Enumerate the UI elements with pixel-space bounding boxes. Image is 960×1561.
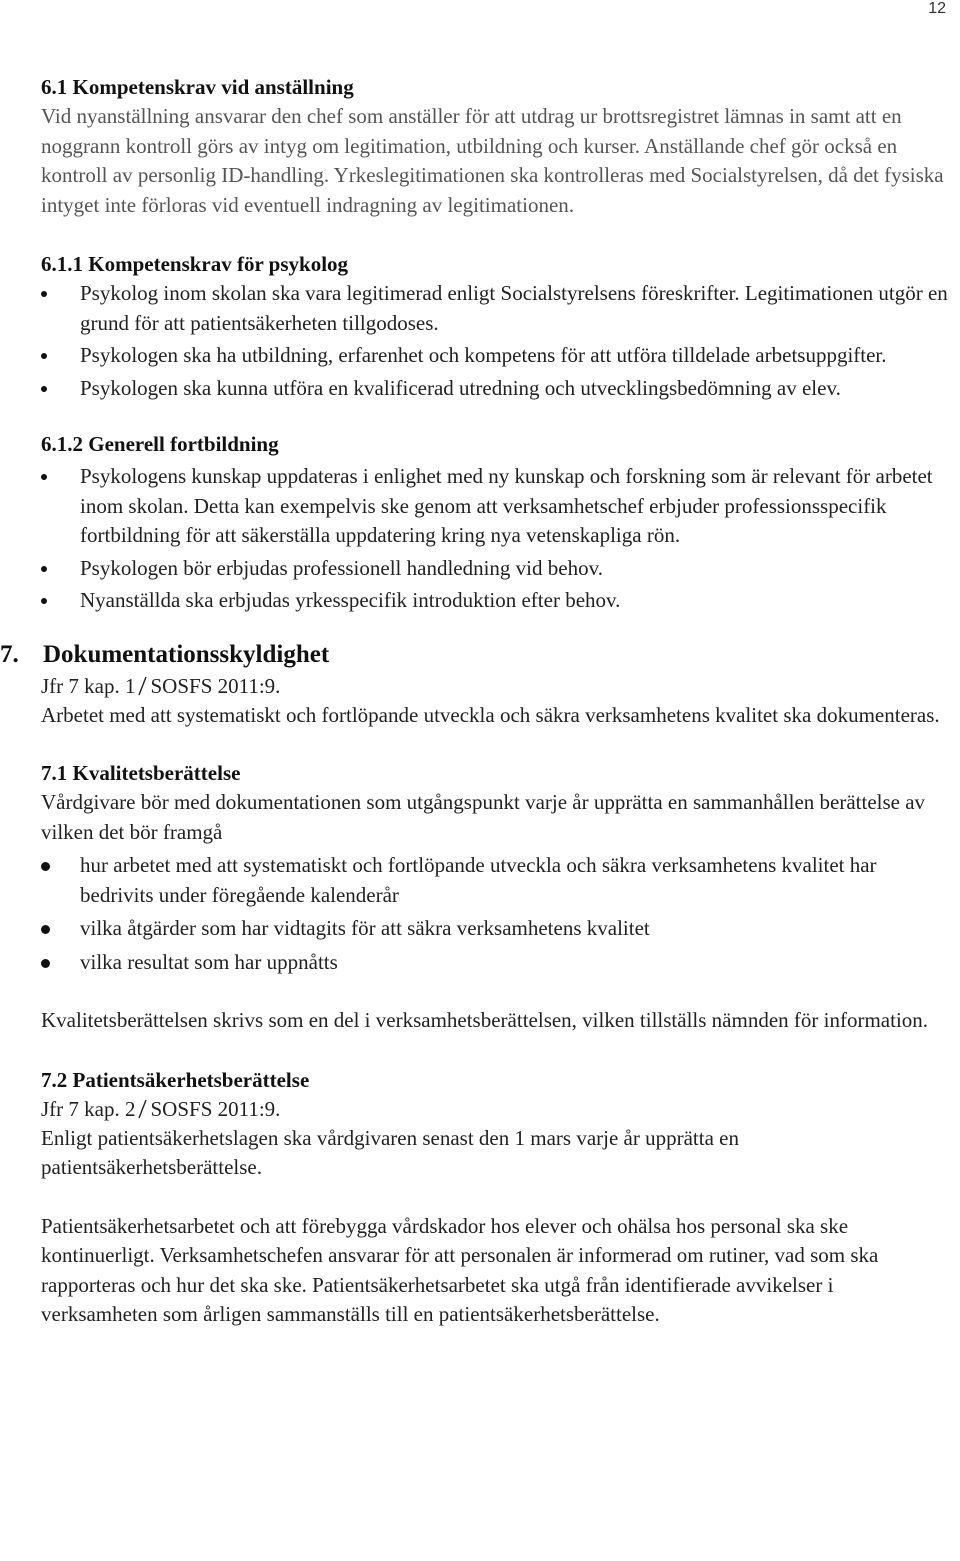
bullet-icon: [41, 353, 47, 359]
section-7-2-paragraph-2: Patientsäkerhetsarbetet och att förebygga vårdskador hos elever och ohälsa hos personal ska ske kontinuerligt. Verksamhetschefen ansvarar för att personalen är informerad om rutiner, vad som ska rapporteras och hur det ska ske. Patientsäkerhetsarbetet ska utgå från identifierade avvikelser i verksamheten som årligen sammanställs till en patientsäkerhetsberättelse.: [41, 1213, 879, 1326]
section-6-1-2-list: [41, 462, 953, 616]
list-item: Psykologen bör erbjudas professionell handledning vid behov.: [41, 554, 953, 584]
section-6-1-heading: 6.1 Kompetenskrav vid anställning: [41, 75, 354, 99]
section-7-1-intro: Vårdgivare bör med dokumentationen som utgångspunkt varje år upprätta en sammanhållen berättelse av vilken det bör framgå: [41, 790, 926, 844]
section-7-2-heading: 7.2 Patientsäkerhetsberättelse: [41, 1067, 310, 1092]
bullet-icon: [41, 474, 47, 480]
bullet-icon: [41, 566, 47, 572]
section-6-1-paragraph: Vid nyanställning ansvarar den chef som anställer för att utdrag ur brottsregistret lämnas in samt att en noggrann kontroll görs av intyg om legitimation, utbildning och kurser. Anställande chef gör också en kontroll av personlig ID-handling. Yrkeslegitimationen ska kontrolleras med Socialstyrelsen, då det fysiska intyget inte förloras vid eventuell indragning av legitimationen.: [41, 104, 944, 217]
list-item: Psykologen ska kunna utföra en kvalificerad utredning och utvecklingsbedömning av elev.: [41, 374, 953, 404]
section-7-2-paragraph-1: Enligt patientsäkerhetslagen ska vårdgivaren senast den 1 mars varje år upprätta en patientsäkerhetsberättelse.: [41, 1125, 739, 1179]
list-item: Psykologen ska ha utbildning, erfarenhet och kompetens för att utföra tilldelade arbetsuppgifter.: [41, 341, 953, 371]
list-item: Psykologens kunskap uppdateras i enlighet med ny kunskap och forskning som är relevant för arbetet inom skolan. Detta kan exempelvis ske genom att verksamhetschef erbjuder professionsspecifik fortbildning för att säkerställa uppdatering kring nya vetenskapliga rön.: [41, 462, 953, 551]
section-6-1-1-heading: 6.1.1 Kompetenskrav för psykolog: [41, 252, 349, 276]
section-sign-icon: [138, 1099, 147, 1119]
section-7-heading: [0, 638, 953, 672]
list-item: vilka åtgärder som har vidtagits för att säkra verksamhetens kvalitet: [41, 914, 953, 944]
section-7-title: Dokumentationsskyldighet: [43, 640, 330, 668]
section-7-reference: Jfr 7 kap. 1 SOSFS 2011:9.: [41, 673, 281, 698]
bullet-icon: [41, 959, 50, 968]
page-number: 12: [928, 0, 946, 17]
section-7-paragraph: Arbetet med att systematiskt och fortlöpande utveckla och säkra verksamhetens kvalitet ska dokumenteras.: [41, 702, 940, 727]
section-7-number: 7.: [0, 640, 19, 668]
bullet-icon: [41, 925, 50, 934]
section-sign-icon: [138, 676, 147, 696]
section-7-2-reference: Jfr 7 kap. 2 SOSFS 2011:9.: [41, 1096, 281, 1121]
section-7-1-heading: 7.1 Kvalitetsberättelse: [41, 761, 241, 785]
bullet-icon: [41, 598, 47, 604]
bullet-icon: [41, 862, 50, 871]
document-body: [0, 72, 953, 1330]
section-6-1-1-list: [41, 279, 953, 403]
section-6-1-2-heading: 6.1.2 Generell fortbildning: [41, 432, 279, 456]
section-7-1-outro: Kvalitetsberättelsen skrivs som en del i verksamhetsberättelsen, vilken tillställs nämnden för information.: [41, 1008, 929, 1032]
bullet-icon: [41, 386, 47, 392]
list-item: hur arbetet med att systematiskt och fortlöpande utveckla och säkra verksamhetens kvalitet har bedrivits under föregående kalenderår: [41, 851, 953, 910]
list-item: Nyanställda ska erbjudas yrkesspecifik introduktion efter behov.: [41, 586, 953, 616]
list-item: vilka resultat som har uppnåtts: [41, 948, 953, 978]
section-7-1-list: [41, 851, 953, 977]
bullet-icon: [41, 291, 47, 297]
list-item: Psykolog inom skolan ska vara legitimerad enligt Socialstyrelsens föreskrifter. Legitimationen utgör en grund för att patientsäkerheten tillgodoses.: [41, 279, 953, 338]
